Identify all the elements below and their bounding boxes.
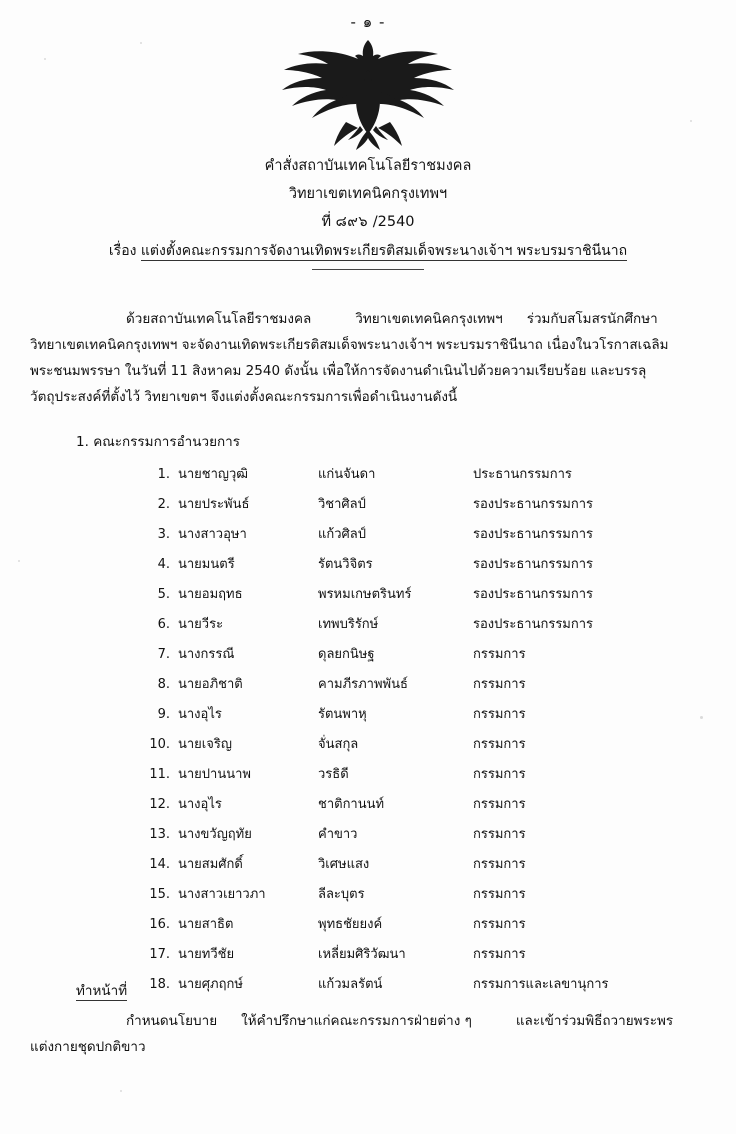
preamble-part-a: ด้วยสถาบันเทคโนโลยีราชมงคล (126, 311, 312, 327)
member-lastname: แก่นจันดา (318, 467, 376, 482)
member-firstname: นายสมศักดิ์ (178, 857, 243, 872)
subject-text: แต่งตั้งคณะกรรมการจัดงานเทิดพระเกียรติสมเด็จพระนางเจ้าฯ พระบรมราชินีนาถ (140, 243, 628, 259)
member-role: กรรมการและเลขานุการ (473, 977, 609, 992)
duty-line-2: แต่งกายชุดปกติขาว (30, 1039, 146, 1055)
member-number: 12. (149, 797, 170, 812)
paper-speck (120, 1090, 122, 1092)
committee-list (0, 463, 736, 1003)
member-firstname: นายเจริญ (178, 737, 232, 752)
list-item (0, 853, 736, 883)
member-firstname: นายสาธิต (178, 917, 234, 932)
member-lastname: วิเศษแสง (318, 857, 370, 872)
member-role: รองประธานกรรมการ (473, 527, 594, 542)
preamble-part-c: ร่วมกับสโมสรนักศึกษา (526, 311, 658, 327)
member-number: 5. (157, 587, 170, 602)
member-lastname: ลีละบุตร (318, 887, 365, 902)
list-item (0, 523, 736, 553)
member-firstname: นางสาวเยาวภา (178, 887, 266, 902)
member-firstname: นายอมฤทธ (178, 587, 243, 602)
member-role: กรรมการ (473, 797, 526, 812)
list-item (0, 703, 736, 733)
paper-speck (140, 42, 142, 44)
subject-label: เรื่อง (108, 243, 137, 259)
list-item (0, 493, 736, 523)
member-firstname: นายปานนาพ (178, 767, 251, 782)
list-item (0, 463, 736, 493)
member-role: กรรมการ (473, 827, 526, 842)
member-firstname: นายศุภฤกษ์ (178, 977, 243, 992)
member-role: รองประธานกรรมการ (473, 617, 594, 632)
member-role: กรรมการ (473, 947, 526, 962)
member-lastname: ชาติกานนท์ (318, 797, 385, 812)
list-item (0, 583, 736, 613)
member-role: กรรมการ (473, 857, 526, 872)
member-lastname: ดุลยกนิษฐ (318, 647, 375, 662)
campus-name: วิทยาเขตเทคนิคกรุงเทพฯ (288, 186, 448, 202)
duty-description (30, 1008, 706, 1060)
member-lastname: รัตนพาหุ (318, 707, 367, 722)
preamble-line-2: วิทยาเขตเทคนิคกรุงเทพฯ จะจัดงานเทิดพระเกียรติสมเด็จพระนางเจ้าฯ พระบรมราชินีนาถ เนื่องในวโรกาสเฉลิม (30, 337, 669, 353)
order-number-line (0, 208, 736, 236)
member-lastname: คำขาว (318, 827, 358, 842)
member-role: รองประธานกรรมการ (473, 497, 594, 512)
member-lastname: จั่นสกุล (318, 737, 359, 752)
preamble (30, 306, 706, 410)
list-item (0, 943, 736, 973)
member-role: รองประธานกรรมการ (473, 557, 594, 572)
duty-part-a: กำหนดนโยบาย (126, 1013, 218, 1029)
member-firstname: นายมนตรี (178, 557, 235, 572)
member-lastname: วรธิดี (318, 767, 349, 782)
member-number: 10. (149, 737, 170, 752)
member-firstname: นางขวัญฤทัย (178, 827, 252, 842)
member-number: 4. (157, 557, 170, 572)
member-number: 3. (157, 527, 170, 542)
member-firstname: นายอภิชาติ (178, 677, 243, 692)
member-firstname: นางอุไร (178, 707, 222, 722)
preamble-line-3: พระชนมพรรษา ในวันที่ 11 สิงหาคม 2540 ดังนั้น เพื่อให้การจัดงานดำเนินไปด้วยความเรียบร้อย และบรรลุ (30, 363, 647, 379)
member-role: กรรมการ (473, 647, 526, 662)
member-firstname: นายวีระ (178, 617, 224, 632)
preamble-line-1 (30, 306, 706, 332)
duty-part-b: ให้คำปรึกษาแก่คณะกรรมการฝ่ายต่าง ๆ (241, 1013, 472, 1029)
member-number: 15. (149, 887, 170, 902)
member-role: กรรมการ (473, 737, 526, 752)
member-lastname: แก้วมลรัตน์ (318, 977, 383, 992)
list-item (0, 913, 736, 943)
garuda-emblem (268, 34, 468, 152)
member-lastname: รัตนวิจิตร (318, 557, 373, 572)
member-role: ประธานกรรมการ (473, 467, 572, 482)
section-title-text: คณะกรรมการอำนวยการ (93, 434, 240, 450)
section-heading (76, 430, 240, 452)
duty-heading-text: ทำหน้าที่ (76, 983, 128, 999)
list-item (0, 823, 736, 853)
list-item (0, 763, 736, 793)
member-number: 11. (149, 767, 170, 782)
list-item (0, 553, 736, 583)
duty-part-c: และเข้าร่วมพิธีถวายพระพร (515, 1013, 674, 1029)
member-firstname: นางสาวอุษา (178, 527, 247, 542)
member-role: กรรมการ (473, 677, 526, 692)
member-lastname: คามภีรภาพพันธ์ (318, 677, 408, 692)
header-divider (312, 269, 424, 270)
order-number-value: ๘๙๖ (335, 214, 369, 230)
duty-line-1 (30, 1008, 706, 1034)
member-firstname: นายประพันธ์ (178, 497, 250, 512)
list-item (0, 613, 736, 643)
paper-speck (690, 120, 692, 122)
member-firstname: นางกรรณี (178, 647, 235, 662)
member-number: 7. (157, 647, 170, 662)
member-role: กรรมการ (473, 767, 526, 782)
member-number: 1. (157, 467, 170, 482)
preamble-part-b: วิทยาเขตเทคนิคกรุงเทพฯ (355, 311, 503, 327)
member-firstname: นายชาญวุฒิ (178, 467, 249, 482)
member-number: 6. (157, 617, 170, 632)
member-lastname: วิชาศิลป์ (318, 497, 366, 512)
member-role: กรรมการ (473, 707, 526, 722)
preamble-line-4: วัตถุประสงค์ที่ตั้งไว้ วิทยาเขตฯ จึงแต่งตั้งคณะกรรมการเพื่อดำเนินงานดังนี้ (30, 389, 458, 405)
member-role: กรรมการ (473, 917, 526, 932)
document-header (0, 152, 736, 270)
subject-line (0, 240, 736, 262)
member-lastname: เทพบริรักษ์ (318, 617, 379, 632)
list-item (0, 673, 736, 703)
list-item (0, 643, 736, 673)
page-number: - ๑ - (350, 13, 386, 31)
member-lastname: พุทธชัยยงค์ (318, 917, 383, 932)
member-number: 8. (157, 677, 170, 692)
list-item (0, 883, 736, 913)
member-lastname: แก้วศิลป์ (318, 527, 367, 542)
member-number: 2. (157, 497, 170, 512)
member-firstname: นางอุไร (178, 797, 222, 812)
member-role: รองประธานกรรมการ (473, 587, 594, 602)
list-item (0, 793, 736, 823)
member-number: 13. (149, 827, 170, 842)
order-number-prefix: ที่ (321, 214, 332, 230)
member-firstname: นายทวีชัย (178, 947, 235, 962)
member-number: 14. (149, 857, 170, 872)
paper-speck (44, 58, 46, 60)
institute-name: คำสั่งสถาบันเทคโนโลยีราชมงคล (264, 158, 472, 174)
list-item (0, 733, 736, 763)
member-role: กรรมการ (473, 887, 526, 902)
member-number: 16. (149, 917, 170, 932)
order-number-suffix: /2540 (372, 214, 415, 230)
member-lastname: เหลี่ยมศิริวัฒนา (318, 947, 406, 962)
duty-heading (76, 979, 127, 1001)
member-lastname: พรหมเกษตรินทร์ (318, 587, 412, 602)
member-number: 17. (149, 947, 170, 962)
member-number: 18. (149, 977, 170, 992)
section-number: 1. (76, 434, 89, 450)
member-number: 9. (157, 707, 170, 722)
